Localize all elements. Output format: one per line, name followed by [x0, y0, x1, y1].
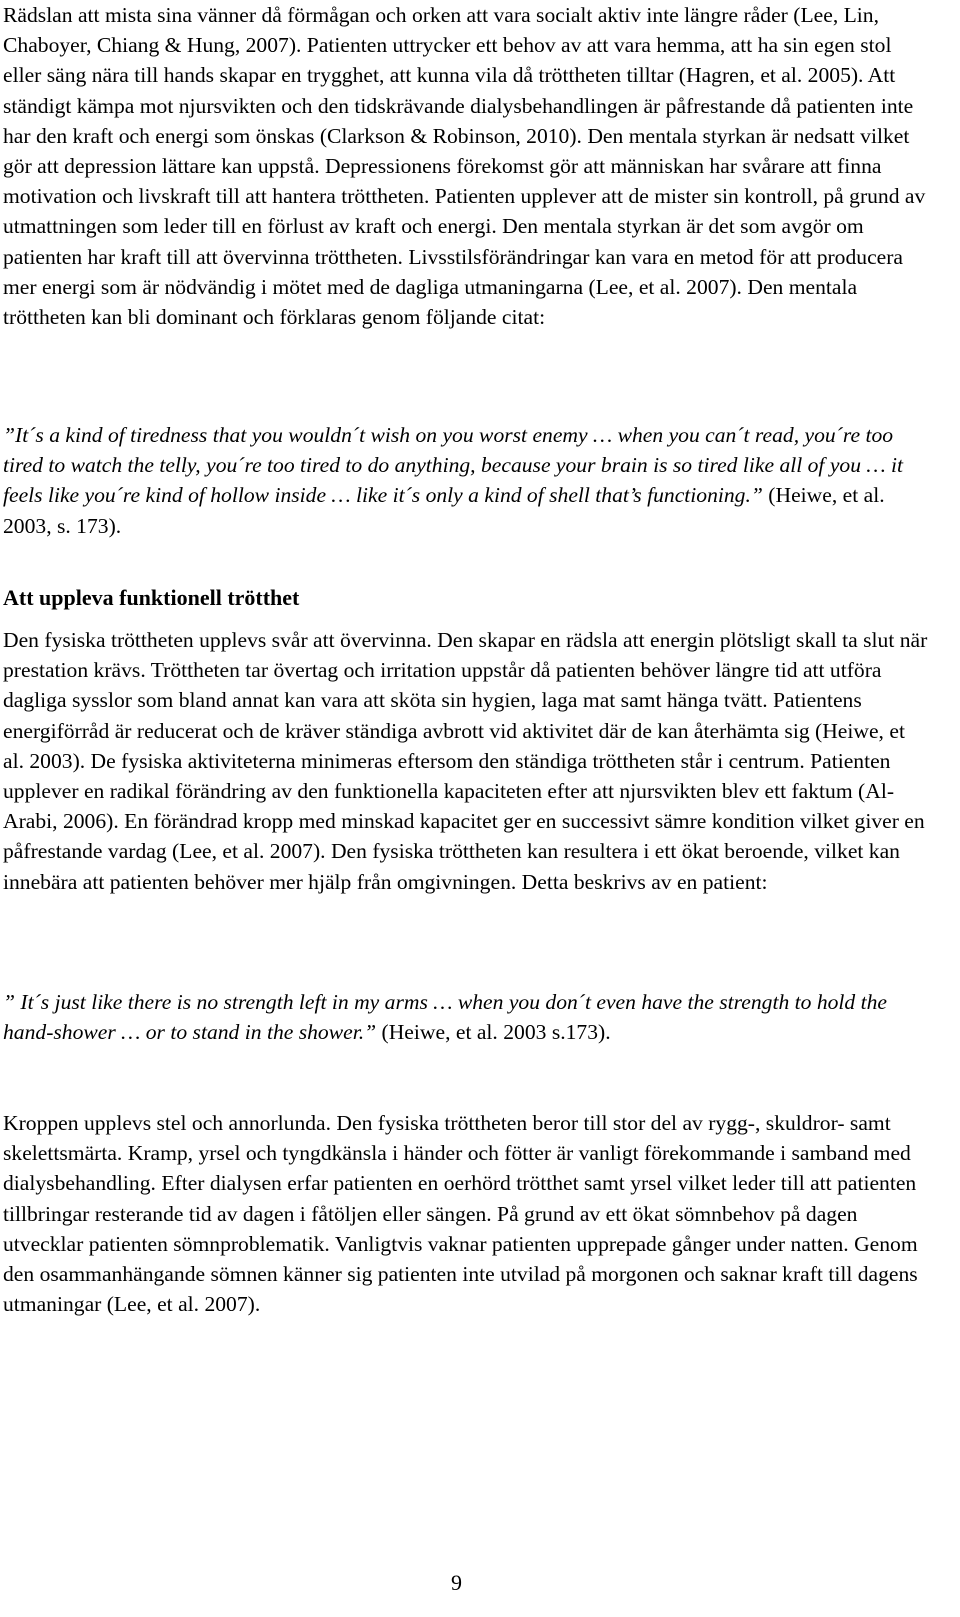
- quote-citation: (Heiwe, et al. 2003, s. 173).: [3, 483, 885, 538]
- section-heading: Att uppleva funktionell trötthet: [3, 585, 300, 610]
- paragraph-physical-fatigue: Den fysiska tröttheten upplevs svår att övervinna. Den skapar en rädsla att energin plötsligt skall ta slut när prestation krävs. Tröttheten tar övertag och irritation uppstår då patienten behöver längre tid att utföra dagliga sysslor som bland annat kan vara att sköta sin hygien, laga mat samt hänga tvätt. Patientens energiförråd är reducerat och de kräver ständiga avbrott vid aktivitet där de kan återhämta sig (Heiwe, et al. 2003). De fysiska aktiviteterna minimeras eftersom den ständiga tröttheten står i centrum. Patienten upplever en radikal förändring av den funktionella kapaciteten efter att njursvikten blev ett faktum (Al-Arabi, 2006). En förändrad kropp med minskad kapacitet ger en successivt sämre kondition vilket giver en påfrestande vardag (Lee, et al. 2007). Den fysiska tröttheten kan resultera i ett ökat beroende, vilket kan innebära att patienten behöver mer hjälp från omgivningen. Detta beskrivs av en patient:: [3, 628, 928, 894]
- quote-text: ” It´s just like there is no strength left in my arms … when you don´t even have the strength to hold the hand-shower … or to stand in the shower.”: [3, 990, 888, 1045]
- paragraph-mental-fatigue: Rädslan att mista sina vänner då förmågan och orken att vara socialt aktiv inte längre råder (Lee, Lin, Chaboyer, Chiang & Hung, 2007). Patienten uttrycker ett behov av att vara hemma, att ha sin egen stol eller säng nära till hands skapar en trygghet, att kunna vila då tröttheten tilltar (Hagren, et al. 2005). Att ständigt kämpa mot njursvikten och den tidskrävande dialysbehandlingen är påfrestande då patienten inte har den kraft och energi som önskas (Clarkson & Robinson, 2010). Den mentala styrkan är nedsatt vilket gör att depression lättare kan uppstå. Depressionens förekomst gör att människan har svårare att finna motivation och livskraft till att hantera tröttheten. Patienten upplever att de mister sin kontroll, på grund av utmattningen som leder till en förlust av kraft och energi. Den mentala styrkan är det som avgör om patienten har kraft till att övervinna tröttheten. Livsstilsförändringar kan vara en metod för att producera mer energi som är nödvändig i mötet med de dagliga utmaningarna (Lee, et al. 2007). Den mentala tröttheten kan bli dominant och förklaras genom följande citat:: [3, 3, 926, 330]
- quote-citation: (Heiwe, et al. 2003 s.173).: [376, 1020, 611, 1045]
- page-number: 9: [451, 1570, 462, 1595]
- quote-mental-fatigue: [3, 420, 931, 541]
- quote-text: ”It´s a kind of tiredness that you wouldn´t wish on you worst enemy … when you can´t read, you´re too tired to watch the telly, you´re too tired to do anything, because your brain is so tired like all of you … it feels like you´re kind of hollow inside … like it´s only a kind of shell that’s functioning.”: [3, 423, 904, 508]
- quote-physical-fatigue: [3, 987, 931, 1047]
- paragraph-body-experience: Kroppen upplevs stel och annorlunda. Den fysiska tröttheten beror till stor del av rygg-, skuldror- samt skelettsmärta. Kramp, yrsel och tyngdkänsla i händer och fötter är vanligt förekommande i samband med dialysbehandling. Efter dialysen erfar patienten en oerhörd trötthet samt yrsel vilket leder till att patienten tillbringar resterande tid av dagen i fåtöljen eller sängen. På grund av ett ökat sömnbehov på dagen utvecklar patienten sömnproblematik. Vanligtvis vaknar patienten upprepade gånger under natten. Genom den osammanhängande sömnen känner sig patienten inte utvilad på morgonen och saknar kraft till dagens utmaningar (Lee, et al. 2007).: [3, 1111, 918, 1317]
